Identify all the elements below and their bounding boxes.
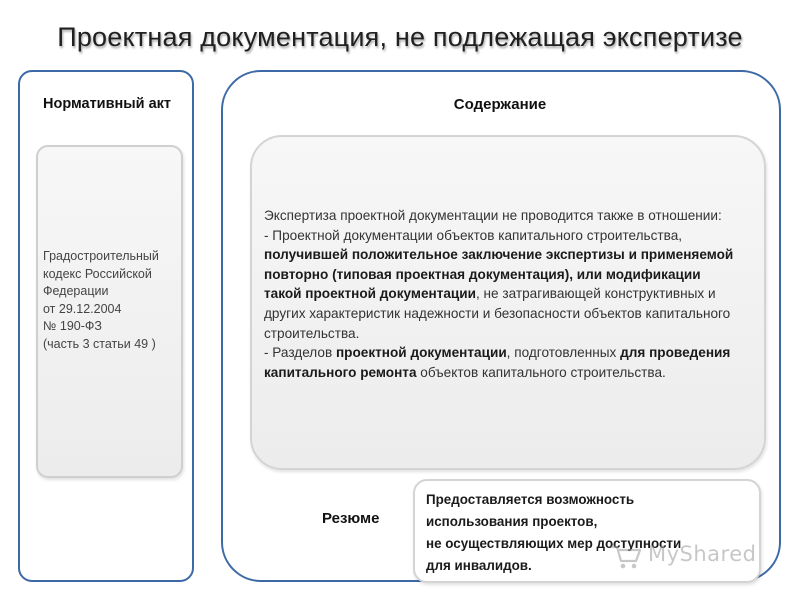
normative-act-line: Градостроительный (43, 249, 159, 263)
normative-act-line: Федерации (43, 284, 109, 298)
normative-act-text (43, 248, 183, 353)
watermark-text: MyShared (648, 542, 757, 566)
content-text-span: , не затрагивающей конструктивных и других характеристик надежности и безопасности объектов капитального строительства. (264, 286, 731, 341)
normative-act-line: кодекс Российской (43, 266, 152, 281)
content-text-span: - Проектной документации объектов капитального строительства, (264, 227, 683, 243)
content-bold-span: получившей положительное заключение экспертизы и применяемой повторно (типовая проектная документация), или модификации такой проектной документации (264, 247, 734, 302)
normative-act-line: (часть 3 статьи 49 ) (43, 336, 156, 351)
content-text-span: объектов капитального строительства. (416, 364, 666, 380)
page-title: Проектная документация, не подлежащая экспертизе (57, 22, 743, 52)
summary-line: использования проектов, (426, 514, 598, 529)
content-text-span: , подготовленных (506, 345, 621, 361)
content-paragraph-project-docs (264, 226, 734, 344)
summary-text (426, 489, 746, 577)
content-paragraph-sections (264, 343, 734, 382)
content-bold-span: проектной документации (335, 345, 507, 361)
summary-label: Резюме (322, 510, 380, 527)
normative-act-line: № 190-ФЗ (43, 319, 102, 333)
summary-line: Предоставляется возможность (426, 492, 635, 507)
content-text-span: - Разделов (264, 345, 336, 361)
summary-line: не осуществляющих мер доступности (426, 536, 682, 551)
content-text (264, 206, 734, 382)
normative-act-line: от 29.12.2004 (43, 301, 122, 316)
normative-act-header: Нормативный акт (42, 96, 172, 112)
content-header: Содержание (453, 96, 547, 113)
summary-line: для инвалидов. (426, 558, 532, 573)
content-paragraph-intro: Экспертиза проектной документации не проводится также в отношении: (264, 208, 722, 223)
content-bold-span: для проведения капитального ремонта (264, 345, 731, 380)
